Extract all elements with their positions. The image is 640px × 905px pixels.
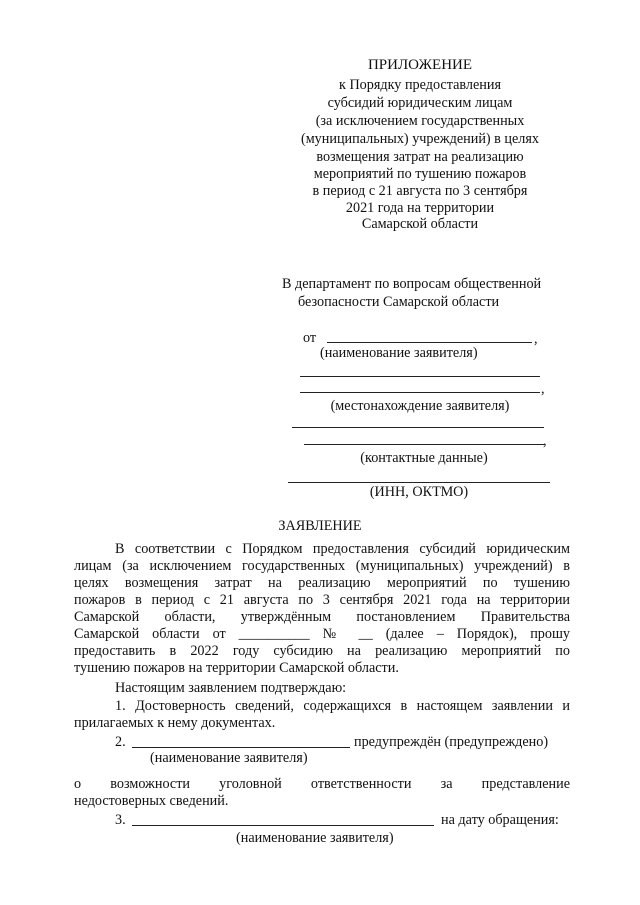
- from-prefix: от: [303, 330, 317, 346]
- item3-caption: (наименование заявителя): [236, 830, 394, 846]
- appendix-line: (муниципальных) учреждений) в целях: [300, 131, 540, 147]
- contacts-line[interactable]: [292, 427, 544, 428]
- statement-title: ЗАЯВЛЕНИЕ: [278, 518, 362, 534]
- comma: ,: [541, 381, 545, 397]
- appendix-line: Самарской области: [361, 216, 479, 232]
- statement-line: Самарской области, утверждённым постановлением Правительства: [74, 609, 570, 625]
- item2-applicant-line[interactable]: [132, 747, 350, 748]
- location-line[interactable]: [300, 376, 540, 377]
- comma: ,: [534, 331, 538, 347]
- location-line[interactable]: [300, 392, 540, 393]
- comma: ,: [543, 433, 547, 449]
- item2-number: 2.: [115, 734, 126, 750]
- statement-line: предоставить в 2022 году субсидию на реализацию мероприятий по: [74, 643, 570, 659]
- contacts-line[interactable]: [304, 444, 544, 445]
- item2-suffix: предупреждён (предупреждено): [354, 734, 549, 750]
- item3-suffix: на дату обращения:: [441, 812, 559, 828]
- appendix-line: к Порядку предоставления: [339, 77, 501, 93]
- addressee-line: безопасности Самарской области: [298, 294, 500, 310]
- item2-caption: (наименование заявителя): [150, 750, 308, 766]
- item1-line: 1. Достоверность сведений, содержащихся в настоящем заявлении и: [115, 698, 570, 714]
- item2-continuation: недостоверных сведений.: [74, 793, 229, 809]
- item3-number: 3.: [115, 812, 126, 828]
- item2-continuation: о возможности уголовной ответственности за представление: [74, 776, 570, 792]
- appendix-line: в период с 21 августа по 3 сентября: [312, 183, 528, 199]
- appendix-title: ПРИЛОЖЕНИЕ: [367, 57, 473, 73]
- statement-line: В соответствии с Порядком предоставления субсидий юридическим: [115, 541, 570, 557]
- addressee-line: В департамент по вопросам общественной: [282, 276, 542, 292]
- statement-line: лицам (за исключением государственных (муниципальных) учреждений) в: [74, 558, 570, 574]
- appendix-line: 2021 года на территории: [345, 200, 495, 216]
- applicant-name-line[interactable]: [327, 342, 532, 343]
- inn-line[interactable]: [288, 482, 550, 483]
- contacts-caption: (контактные данные): [360, 450, 488, 466]
- inn-caption: (ИНН, ОКТМО): [369, 484, 469, 500]
- confirm-intro: Настоящим заявлением подтверждаю:: [115, 680, 347, 696]
- item1-line: прилагаемых к нему документах.: [74, 715, 276, 731]
- statement-line: пожаров в период с 21 августа по 3 сентября 2021 года на территории: [74, 592, 570, 608]
- applicant-name-caption: (наименование заявителя): [320, 345, 478, 361]
- appendix-line: возмещения затрат на реализацию: [316, 149, 524, 165]
- appendix-line: (за исключением государственных: [315, 113, 525, 129]
- item3-applicant-line[interactable]: [132, 825, 434, 826]
- statement-line: Самарской области от __________ № __ (далее – Порядок), прошу: [74, 626, 570, 642]
- location-caption: (местонахождение заявителя): [330, 398, 510, 414]
- appendix-line: мероприятий по тушению пожаров: [313, 166, 527, 182]
- statement-line: целях возмещения затрат на реализацию мероприятий по тушению: [74, 575, 570, 591]
- statement-line: тушению пожаров на территории Самарской области.: [74, 660, 399, 676]
- appendix-line: субсидий юридическим лицам: [327, 95, 513, 111]
